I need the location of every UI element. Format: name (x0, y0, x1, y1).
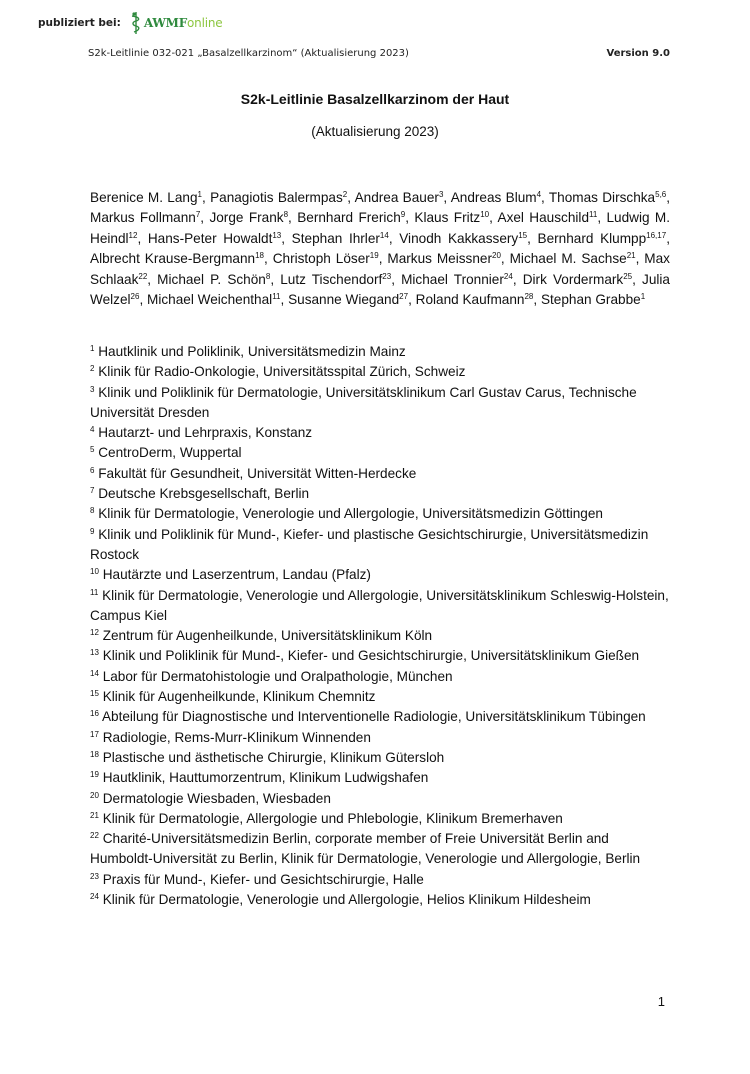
affiliation-text: Plastische und ästhetische Chirurgie, Klinikum Gütersloh (102, 749, 445, 765)
document-subtitle: (Aktualisierung 2023) (311, 124, 439, 139)
affiliation-text: Klinik und Poliklinik für Mund-, Kiefer- und Gesichtschirurgie, Universitätsklinikum Gießen (102, 648, 640, 664)
affiliation-text: Klinik und Poliklinik für Mund-, Kiefer- und plastische Gesichtschirurgie, Universitätsmedizin Rostock (90, 526, 649, 562)
affiliation-number: 4 (90, 425, 95, 435)
affiliation-number: 3 (90, 384, 95, 394)
affiliation-item (90, 687, 675, 707)
author (90, 210, 200, 225)
author-affiliation-ref: 21 (626, 251, 636, 261)
author-affiliation-ref: 26 (130, 292, 140, 302)
affiliation-item (90, 768, 675, 788)
author (416, 292, 534, 307)
affiliation-text: Klinik für Dermatologie, Venerologie und Allergologie, Universitätsmedizin Göttingen (98, 506, 603, 522)
affiliation-item (90, 423, 675, 443)
affiliation-text: Labor für Dermatohistologie und Oralpathologie, München (102, 668, 453, 684)
author-affiliation-ref: 20 (492, 251, 501, 261)
affiliation-text: Zentrum für Augenheilkunde, Universitätsklinikum Köln (102, 628, 433, 644)
author-name: Bernhard Klumpp (537, 230, 647, 246)
author-name: Markus Follmann (90, 210, 196, 226)
author-name: Julia Welzel (90, 271, 670, 308)
author (510, 251, 636, 266)
affiliation-number: 5 (90, 445, 95, 455)
affiliation-item (90, 667, 675, 687)
author-affiliation-ref: 16,17 (646, 230, 667, 240)
author-affiliation-ref: 27 (399, 292, 409, 302)
author (399, 231, 527, 246)
author-name: Lutz Tischendorf (280, 271, 383, 287)
caduceus-icon (129, 11, 143, 35)
author (280, 272, 391, 287)
affiliation-text: Hautklinik und Poliklinik, Universitätsmedizin Mainz (98, 344, 406, 359)
affiliation-item (90, 646, 675, 666)
affiliation-text: Hautklinik, Hauttumorzentrum, Klinikum Ludwigshafen (102, 770, 429, 786)
author-affiliation-ref: 7 (195, 210, 201, 220)
running-header (88, 48, 670, 59)
author-affiliation-ref: 3 (438, 190, 444, 199)
author-name: Hans-Peter Howaldt (147, 230, 273, 246)
author-affiliation-ref: 19 (369, 251, 379, 261)
author-name: Roland Kaufmann (415, 292, 525, 308)
author-name: Axel Hauschild (497, 210, 590, 226)
affiliation-item (90, 362, 675, 382)
affiliation-item (90, 809, 675, 829)
affiliation-text: CentroDerm, Wuppertal (98, 445, 242, 461)
author-list: Berenice M. Lang$^1$, Panagiotis Balermpas$^2$, Andrea Bauer$^3$, Andreas Blum$^4$, Thomas Dirschka$^{5,6}$, Markus Follmann$^7$, Jorge Frank$^8$, Bernhard Frerich$^9$, Klaus Fritz$^{10}$, Axel Hauschild$^{11}$, Ludwig M. Heindl$^{12}$, Hans-Peter Howaldt$^{13}$, Stephan Ihrler$^{14}$, Vinodh Kakkassery$^{15}$, Bernhard Klumpp$^{16,17}$, Albrecht Krause-Bergmann$^{18}$, Christoph Löser$^{19}$, Markus Meissner$^{20}$, Michael M. Sachse$^{21}$, Max Schlaak$^{22}$, Michael P. Schön$^8$, Lutz Tischendorf$^{23}$, Michael Tronnier$^{24}$, Dirk Vordermark$^{25}$, Julia Welzel$^{26}$, Michael Weichenthal$^{11}$, Susanne Wiegand$^{27}$, Roland Kaufmann$^{28}$, Stephan Grabbe$^1$ (90, 190, 671, 308)
author-name: Thomas Dirschka (548, 190, 656, 205)
author (498, 210, 598, 225)
affiliation-number: 21 (90, 810, 99, 820)
author-name: Andreas Blum (450, 190, 537, 205)
affiliation-number: 6 (90, 465, 95, 475)
affiliation-number: 19 (90, 770, 99, 780)
author-name: Dirk Vordermark (522, 271, 624, 287)
logo-suffix: online (187, 16, 223, 30)
author-name: Vinodh Kakkassery (399, 230, 519, 246)
affiliation-number: 18 (90, 749, 99, 759)
affiliation-item (90, 586, 675, 627)
affiliation-text: Praxis für Mund-, Kiefer- und Gesichtschirurgie, Halle (102, 871, 424, 887)
author (523, 272, 632, 287)
awmf-logo[interactable] (129, 11, 223, 35)
author (538, 231, 667, 246)
affiliation-item (90, 484, 675, 504)
affiliation-text: Klinik für Dermatologie, Venerologie und Allergologie, Helios Klinikum Hildesheim (102, 892, 591, 908)
affiliation-text: Abteilung für Diagnostische und Interventionelle Radiologie, Universitätsklinikum Tübingen (101, 709, 646, 725)
author-affiliation-ref: 9 (400, 210, 406, 220)
publisher-label: publiziert bei: (38, 17, 121, 29)
affiliation-number: 15 (90, 689, 99, 699)
author-affiliation-ref: 11 (589, 210, 598, 220)
author-name: Michael Weichenthal (147, 292, 273, 308)
author (451, 190, 541, 205)
author-affiliation-ref: 1 (197, 190, 202, 199)
affiliation-list (90, 342, 675, 910)
author (292, 231, 389, 246)
author-affiliation-ref: 8 (265, 271, 271, 281)
affiliation-text: Klinik für Augenheilkunde, Klinikum Chemnitz (102, 689, 376, 705)
document-title: S2k-Leitlinie Basalzellkarzinom der Haut (240, 91, 510, 107)
author-name: Michael M. Sachse (509, 251, 627, 267)
affiliation-number: 22 (90, 831, 99, 841)
author (209, 210, 288, 225)
author-name: Michael Tronnier (401, 271, 504, 287)
affiliation-item (90, 565, 675, 585)
affiliation-text: Hautärzte und Laserzentrum, Landau (Pfalz) (102, 567, 371, 583)
affiliation-item (90, 626, 675, 646)
author-affiliation-ref: 12 (128, 230, 138, 240)
affiliation-text: Fakultät für Gesundheit, Universität Witten-Herdecke (98, 465, 417, 481)
affiliation-text: Radiologie, Rems-Murr-Klinikum Winnenden (102, 729, 371, 745)
author-affiliation-ref: 14 (379, 230, 389, 240)
author-affiliation-ref: 23 (382, 271, 392, 281)
author (288, 292, 408, 307)
affiliation-text: Klinik und Poliklinik für Dermatologie, Universitätsklinikum Carl Gustav Carus, Technische Universität Dresden (90, 384, 637, 420)
author (157, 272, 270, 287)
author (273, 251, 379, 266)
affiliation-item (90, 748, 675, 768)
logo-brand: AWMF (143, 16, 188, 30)
author (210, 190, 347, 205)
affiliation-text: Klinik für Dermatologie, Venerologie und Allergologie, Universitätsklinikum Schleswig-Holstein, Campus Kiel (90, 587, 669, 623)
author-affiliation-ref: 25 (623, 271, 633, 281)
affiliation-text: Deutsche Krebsgesellschaft, Berlin (98, 486, 310, 502)
author (90, 251, 264, 266)
author-affiliation-ref: 15 (518, 230, 528, 240)
author-name: Stephan Ihrler (291, 230, 380, 246)
page-number: 1 (657, 994, 665, 1009)
affiliation-number: 2 (90, 364, 95, 374)
affiliation-item (90, 383, 675, 424)
publisher-line (38, 10, 222, 36)
affiliation-item (90, 525, 675, 566)
author-name: Susanne Wiegand (288, 292, 400, 308)
author-affiliation-ref: 18 (255, 251, 264, 261)
affiliation-number: 7 (90, 486, 95, 496)
author-name: Michael P. Schön (157, 271, 266, 287)
author-affiliation-ref: 28 (524, 292, 534, 302)
affiliation-number: 24 (90, 892, 99, 902)
affiliation-item (90, 870, 675, 890)
author-affiliation-ref: 22 (138, 271, 148, 281)
affiliation-number: 12 (90, 628, 99, 638)
author (355, 190, 444, 205)
header-guideline-ref: S2k-Leitlinie 032-021 „Basalzellkarzinom“ (Aktualisierung 2023) (88, 48, 409, 59)
author (387, 251, 501, 266)
author-affiliation-ref: 10 (480, 210, 490, 220)
author-name: Klaus Fritz (414, 210, 481, 226)
affiliation-number: 20 (90, 790, 99, 800)
author-name: Albrecht Krause-Bergmann (90, 251, 256, 267)
author-name: Berenice M. Lang (90, 190, 198, 205)
affiliation-text: Hautarzt- und Lehrpraxis, Konstanz (98, 425, 313, 441)
author (148, 231, 281, 246)
affiliation-item (90, 443, 675, 463)
author-affiliation-ref: 24 (503, 271, 513, 281)
affiliation-item (90, 728, 675, 748)
affiliation-number: 14 (90, 668, 99, 678)
affiliation-text: Klinik für Dermatologie, Allergologie und Phlebologie, Klinikum Bremerhaven (102, 810, 563, 826)
affiliation-item (90, 789, 675, 809)
author-name: Stephan Grabbe (540, 292, 641, 308)
author (147, 292, 281, 307)
author-name: Markus Meissner (387, 251, 492, 267)
author-name: Jorge Frank (209, 210, 284, 226)
affiliation-item (90, 342, 675, 362)
affiliation-number: 10 (90, 567, 99, 577)
affiliation-item (90, 829, 675, 870)
author-affiliation-ref: 13 (272, 230, 282, 240)
affiliation-text: Klinik für Radio-Onkologie, Universitätsspital Zürich, Schweiz (98, 364, 466, 380)
author (297, 210, 405, 225)
author-name: Panagiotis Balermpas (210, 190, 343, 205)
affiliation-number: 1 (90, 344, 95, 353)
author-affiliation-ref: 1 (640, 292, 646, 302)
affiliation-text: Charité-Universitätsmedizin Berlin, corporate member of Freie Universität Berlin and Humboldt-Universität zu Berlin, Klinik für Dermatologie, Venerologie und Allergologie, Berlin (90, 831, 641, 867)
author (90, 190, 202, 205)
author (541, 292, 645, 307)
author (414, 210, 489, 225)
affiliation-number: 17 (90, 729, 99, 739)
author-name: Ludwig M. Heindl (90, 210, 671, 246)
affiliation-item (90, 504, 675, 524)
affiliation-item (90, 464, 675, 484)
author-affiliation-ref: 11 (272, 292, 281, 302)
affiliation-number: 9 (90, 526, 95, 536)
affiliation-number: 13 (90, 648, 99, 658)
author-affiliation-ref: 5,6 (655, 190, 667, 199)
affiliation-item (90, 890, 675, 910)
header-version: Version 9.0 (606, 48, 670, 59)
author-name: Max Schlaak (90, 251, 670, 287)
author (401, 272, 513, 287)
author-name: Bernhard Frerich (297, 210, 401, 226)
affiliation-text: Dermatologie Wiesbaden, Wiesbaden (102, 790, 331, 806)
author-affiliation-ref: 4 (536, 190, 542, 199)
author-name: Andrea Bauer (354, 190, 439, 205)
affiliation-item (90, 707, 675, 727)
affiliation-number: 16 (90, 709, 99, 719)
affiliation-number: 8 (90, 506, 95, 516)
author-affiliation-ref: 2 (342, 190, 348, 199)
author (549, 190, 666, 205)
author-affiliation-ref: 8 (283, 210, 289, 220)
author-name: Christoph Löser (272, 251, 370, 267)
affiliation-number: 23 (90, 871, 99, 881)
affiliation-number: 11 (90, 587, 99, 597)
